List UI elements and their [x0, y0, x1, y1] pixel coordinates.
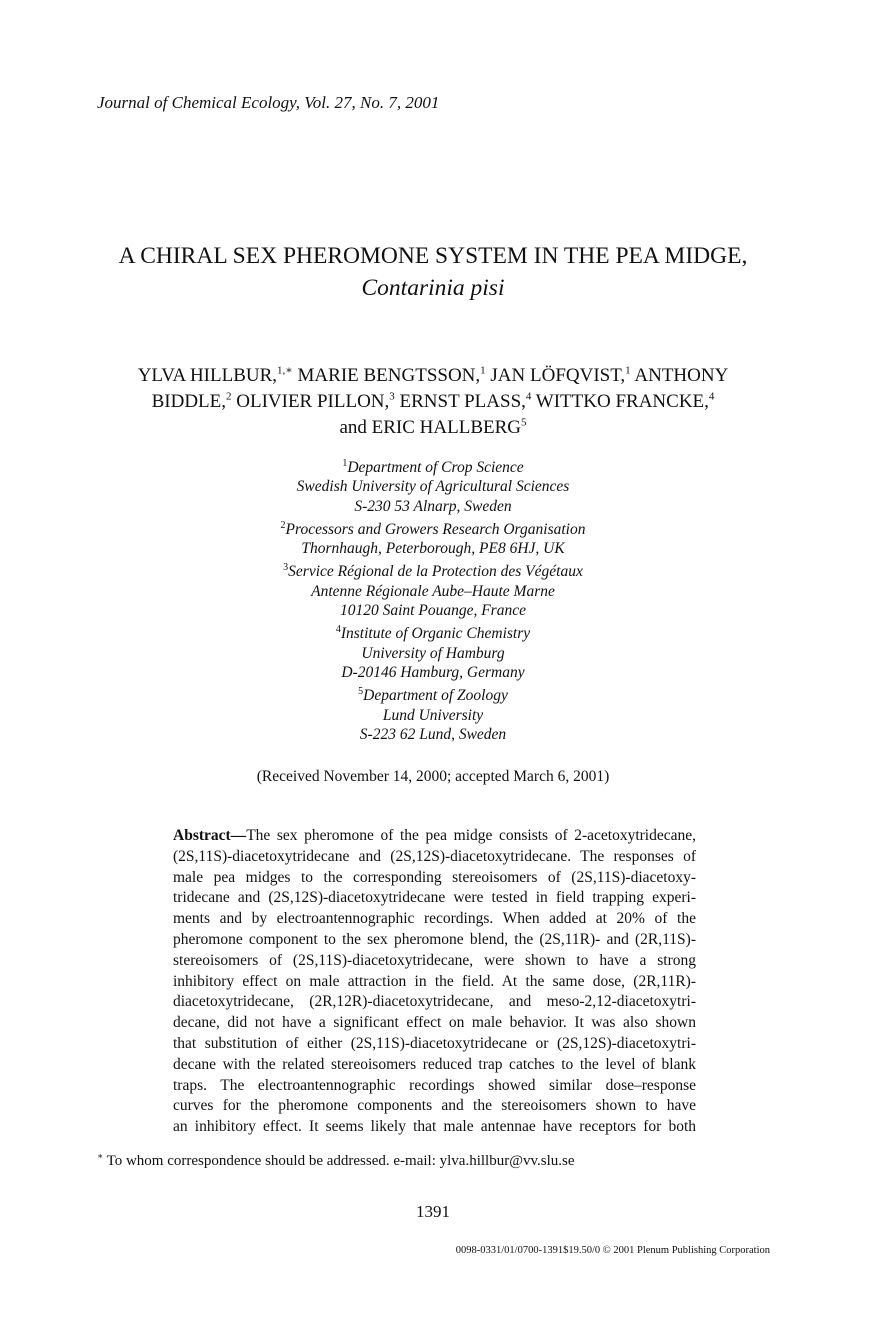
affiliation-4 [0, 624, 866, 682]
abstract-line: male pea midges to the corresponding stereoisomers of (2S,11S)-diacetoxy- [173, 868, 696, 886]
abstract-line: that substitution of either (2S,11S)-diacetoxytridecane or (2S,12S)-diacetoxytri- [173, 1034, 696, 1052]
affiliation-2 [0, 520, 866, 559]
affil-line: Thornhaugh, Peterborough, PE8 6HJ, UK [301, 540, 565, 558]
abstract-line: an inhibitory effect. It seems likely that male antennae have receptors for both [173, 1118, 696, 1136]
abstract-line: traps. The electroantennographic recordings showed similar dose–response [173, 1076, 696, 1094]
abstract-line [173, 826, 696, 847]
author-affil-sup: 3 [389, 390, 395, 403]
abstract [173, 826, 696, 1138]
abstract-line: stereoisomers of (2S,11S)-diacetoxytridecane, were shown to have a strong [173, 951, 696, 969]
footnote-text: To whom correspondence should be addressed. e-mail: ylva.hillbur@vv.slu.se [103, 1153, 575, 1169]
author-line-2: BIDDLE,$^2$ OLIVIER PILLON,$^3$ ERNST PLASS,$^4$ WITTKO FRANCKE,$^4$ [151, 390, 715, 412]
author-list [60, 363, 806, 441]
abstract-line: diacetoxytridecane, (2R,12R)-diacetoxytridecane, and meso-2,12-diacetoxytri- [173, 993, 696, 1011]
affil-number: 3 [283, 562, 289, 574]
affiliation-5 [0, 686, 866, 744]
author-name: WITTKO FRANCKE, [531, 391, 709, 412]
affil-line: University of Hamburg [361, 644, 505, 662]
affil-line: Antenne Régionale Aube–Haute Marne [311, 582, 555, 600]
author-line-3 [60, 415, 806, 441]
abstract-line: inhibitory effect on male attraction in the field. At the same dose, (2R,11R)- [173, 972, 696, 990]
author-affil-sup: 4 [525, 390, 532, 403]
paper-title [0, 240, 866, 304]
affiliation-3 [0, 562, 866, 620]
affil-number: 1 [342, 457, 348, 469]
affil-number: 2 [280, 519, 286, 531]
affil-line: Department of Crop Science [347, 459, 524, 476]
affil-line: Institute of Organic Chemistry [340, 625, 531, 643]
abstract-label: Abstract— [173, 827, 247, 844]
author-affil-sup: 4 [708, 390, 715, 403]
affiliation-1 [0, 458, 866, 516]
author-name: MARIE BENGTSSON, [292, 365, 481, 386]
author-affil-sup: 1,∗ [277, 364, 293, 377]
correspondence-footnote [97, 1153, 575, 1170]
affil-line: S-230 53 Alnarp, Sweden [354, 497, 512, 515]
affil-line: Processors and Growers Research Organisation [285, 520, 586, 538]
author-line-1: YLVA HILLBUR,$^{1,∗}$ MARIE BENGTSSON,$^1$ JAN LÖFQVIST,$^1$ ANTHONY [137, 364, 729, 386]
author-affil-sup: 2 [226, 390, 232, 403]
abstract-line: tridecane and (2S,12S)-diacetoxytridecane were tested in field trapping experi- [173, 889, 696, 907]
abstract-line: decane with the related stereoisomers reduced trap catches to the level of blank [173, 1055, 696, 1073]
page-number: 1391 [416, 1202, 450, 1221]
affil-line: S-223 62 Lund, Sweden [359, 725, 507, 743]
footnote-mark: ∗ [97, 1151, 104, 1161]
author-name: YLVA HILLBUR, [137, 365, 278, 386]
abstract-line: (2S,11S)-diacetoxytridecane and (2S,12S)-diacetoxytridecane. The responses of [173, 847, 696, 865]
affil-line: D-20146 Hamburg, Germany [341, 663, 525, 681]
received-dates: (Received November 14, 2000; accepted March 6, 2001) [256, 768, 610, 785]
abstract-line: pheromone component to the sex pheromone blend, the (2S,11R)- and (2R,11S)- [173, 930, 696, 948]
affil-number: 5 [358, 686, 364, 698]
author-affil-sup: 5 [521, 416, 527, 429]
author-affil-sup: 1 [625, 364, 631, 377]
journal-header: Journal of Chemical Ecology, Vol. 27, No. 7, 2001 [97, 93, 440, 112]
author-name: ERNST PLASS, [394, 391, 526, 412]
affil-line: Swedish University of Agricultural Sciences [296, 478, 570, 496]
abstract-line: curves for the pheromone components and the stereoisomers shown to have [173, 1097, 696, 1115]
abstract-line: ments and by electroantennographic recordings. When added at 20% of the [173, 910, 696, 928]
author-affil-sup: 1 [480, 364, 486, 377]
copyright-line: 0098-0331/01/0700-1391$19.50/0 © 2001 Plenum Publishing Corporation [455, 1245, 770, 1256]
author-name: and ERIC HALLBERG [339, 417, 522, 438]
affil-number: 4 [335, 624, 341, 636]
affil-line: Lund University [382, 706, 484, 724]
title-line-1: A CHIRAL SEX PHEROMONE SYSTEM IN THE PEA MIDGE, [118, 243, 748, 269]
affil-line: Service Régional de la Protection des Végétaux [288, 563, 583, 581]
author-name: JAN LÖFQVIST, [485, 365, 626, 386]
abstract-line: decane, did not have a significant effect on male behavior. It was also shown [173, 1014, 696, 1032]
affiliations [0, 458, 866, 748]
abstract-text: The sex pheromone of the pea midge consists of 2-acetoxytridecane, [246, 827, 696, 844]
affil-line: Department of Zoology [363, 687, 508, 705]
author-name: OLIVIER PILLON, [231, 391, 390, 412]
affil-line: 10120 Saint Pouange, France [340, 602, 526, 620]
title-species: Contarinia pisi [361, 275, 505, 301]
